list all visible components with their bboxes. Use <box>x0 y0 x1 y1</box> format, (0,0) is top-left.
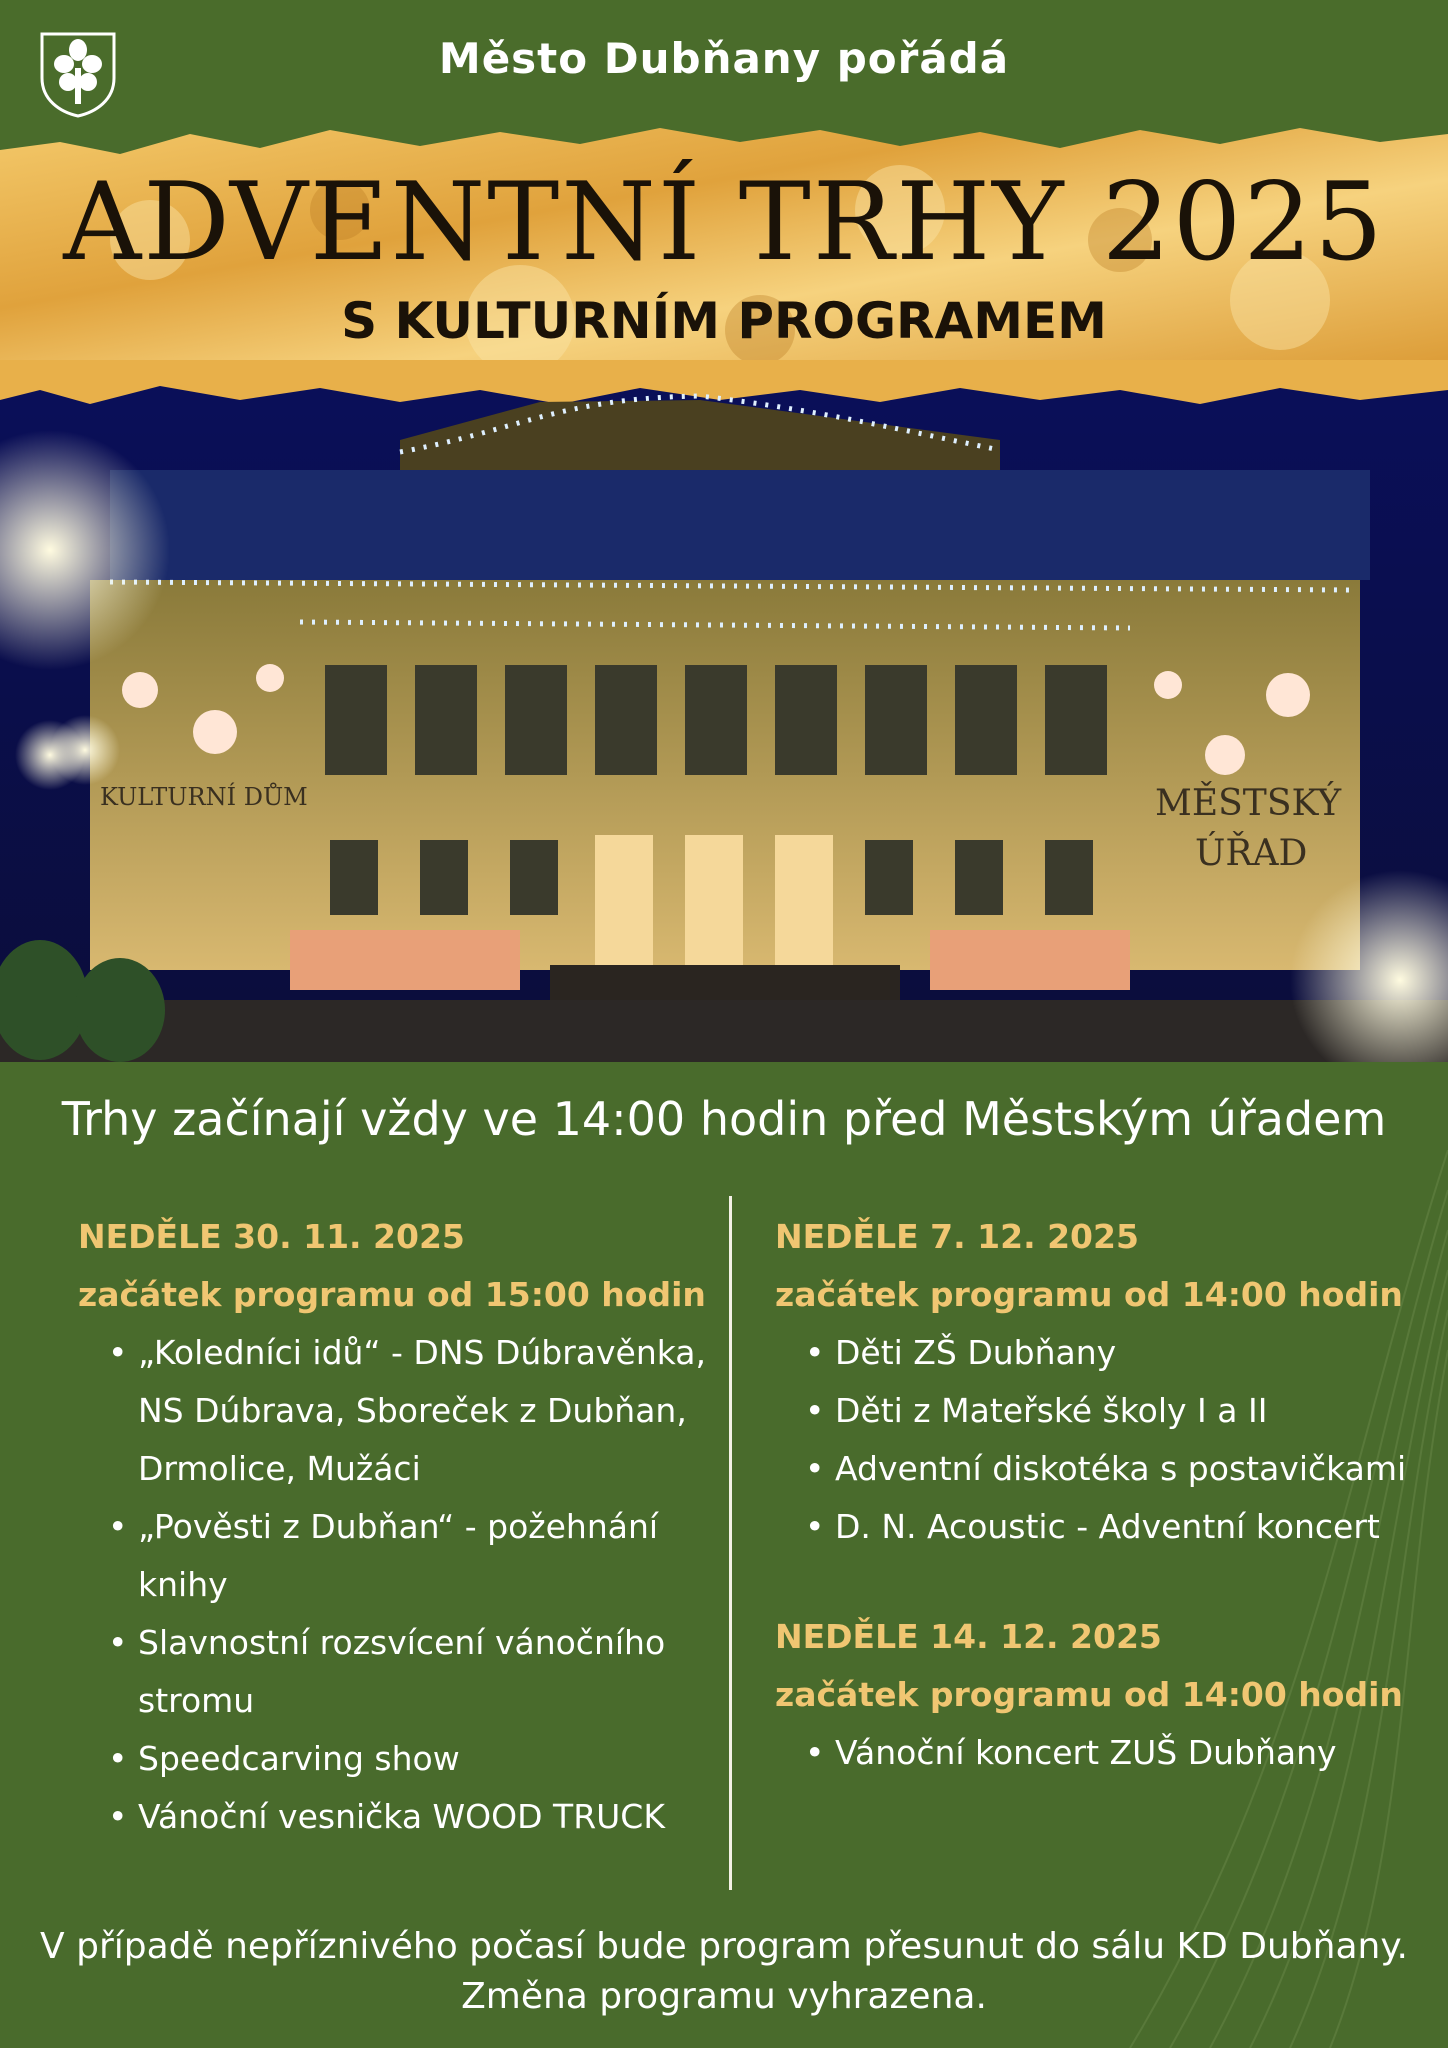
footer-note <box>0 1922 1448 2022</box>
schedule-left-column <box>78 1208 718 1846</box>
day-heading: NEDĚLE 30. 11. 2025 <box>78 1217 465 1256</box>
column-divider <box>729 1196 732 1890</box>
list-item: • Slavnostní rozsvícení vánočního stromu <box>78 1614 718 1730</box>
list-item: • Děti ZŠ Dubňany <box>775 1324 1445 1382</box>
event-title: ADVENTNÍ TRHY 2025 <box>63 160 1385 285</box>
change-note: Změna programu vyhrazena. <box>461 1976 987 2017</box>
list-item: • Vánoční vesnička WOOD TRUCK <box>78 1788 718 1846</box>
town-hall-night-photo <box>0 360 1448 1062</box>
list-item: • Adventní diskotéka s postavičkami <box>775 1440 1445 1498</box>
program-start: začátek programu od 15:00 hodin <box>78 1275 706 1314</box>
sign-mestsky: MĚSTSKÝ <box>1155 783 1342 824</box>
event-subtitle: S KULTURNÍM PROGRAMEM <box>341 292 1107 350</box>
weather-note: V případě nepříznivého počasí bude program přesunut do sálu KD Dubňany. <box>40 1926 1408 1967</box>
program-list <box>775 1324 1445 1556</box>
list-item: • „Koledníci idů“ - DNS Dúbravěnka, NS Dúbrava, Sboreček z Dubňan, Drmolice, Mužáci <box>78 1324 718 1498</box>
market-start-info: Trhy začínají vždy ve 14:00 hodin před Městským úřadem <box>61 1092 1387 1146</box>
schedule-block-14-12 <box>775 1608 1445 1782</box>
program-list <box>78 1324 718 1846</box>
program-start: začátek programu od 14:00 hodin <box>775 1275 1403 1314</box>
schedule-right-column <box>775 1208 1445 1782</box>
list-item: • Děti z Mateřské školy I a II <box>775 1382 1445 1440</box>
list-item: • „Pověsti z Dubňan“ - požehnání knihy <box>78 1498 718 1614</box>
sign-urad: ÚŘAD <box>1195 833 1308 874</box>
day-heading: NEDĚLE 7. 12. 2025 <box>775 1217 1139 1256</box>
program-list <box>775 1724 1445 1782</box>
organizer-heading: Město Dubňany pořádá <box>438 34 1010 83</box>
list-item: • D. N. Acoustic - Adventní koncert <box>775 1498 1445 1556</box>
list-item: • Speedcarving show <box>78 1730 718 1788</box>
sign-kulturni-dum: KULTURNÍ DŮM <box>100 783 308 811</box>
list-item: • Vánoční koncert ZUŠ Dubňany <box>775 1724 1445 1782</box>
day-heading: NEDĚLE 14. 12. 2025 <box>775 1617 1162 1656</box>
program-start: začátek programu od 14:00 hodin <box>775 1675 1403 1714</box>
